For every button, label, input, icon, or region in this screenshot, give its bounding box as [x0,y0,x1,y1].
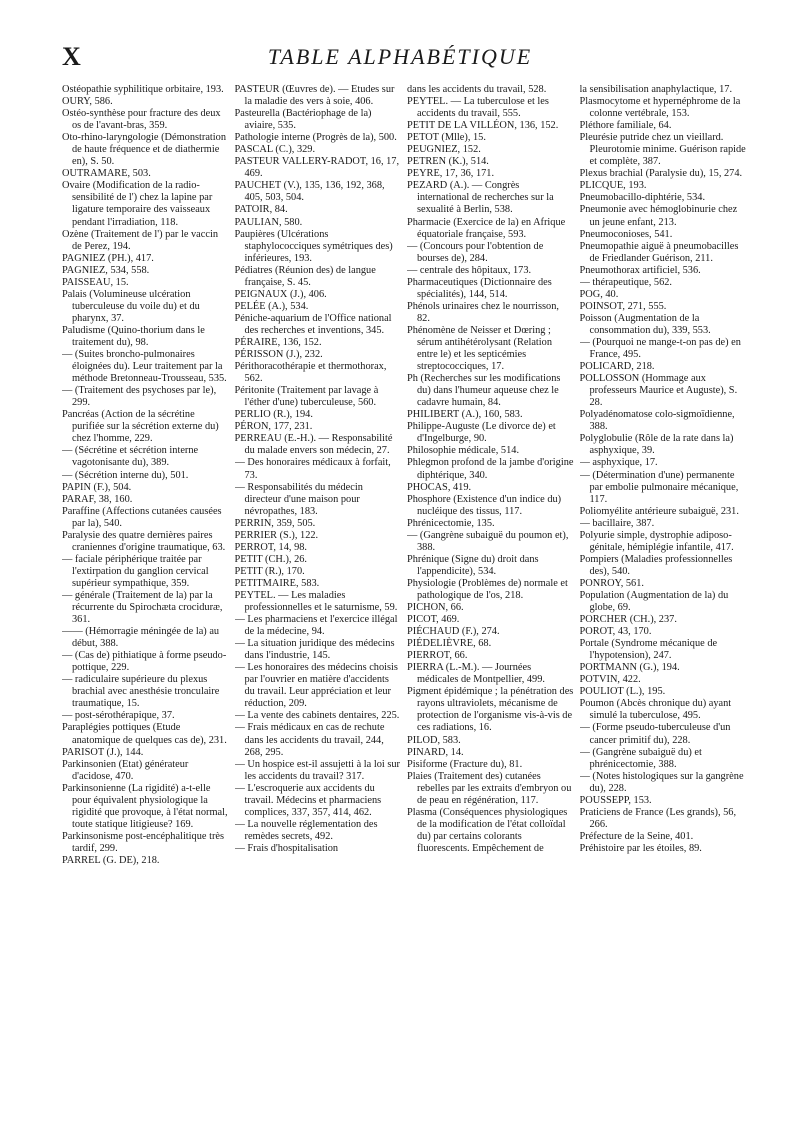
index-entry: POINSOT, 271, 555. [579,300,667,312]
index-entry: Pompiers (Maladies professionnelles des), 540. [579,553,733,577]
index-entry: PAGNIEZ, 534, 558. [62,264,150,276]
index-entry: PETITMAIRE, 583. [234,577,320,589]
index-entry: PONROY, 561. [579,577,644,589]
index-entry: PAISSEAU, 15. [62,276,129,288]
index-entry: Ovaire (Modification de la radio-sensibilité de l') chez la lapine par ligature temporaire des vaisseaux pendant l'irradiation, 118. [62,180,213,228]
index-entry: — Un hospice est-il assujetti à la loi sur les accidents du travail? 317. [234,758,400,782]
index-entry: — asphyxique, 17. [579,457,658,469]
index-column-3 [407,84,574,1114]
index-entry: Poliomyélite antérieure subaiguë, 231. [579,505,739,517]
index-entry: — (Concours pour l'obtention de bourses de), 284. [407,240,544,264]
index-entry: PERRIN, 359, 505. [234,517,316,529]
index-entry: Phlegmon profond de la jambe d'origine diphtérique, 340. [407,457,574,481]
index-entry: Poisson (Augmentation de la consommation du), 339, 553. [579,312,711,336]
index-entry: PERRIER (S.), 122. [234,529,319,541]
index-entry: PARAF, 38, 160. [62,493,133,505]
index-entry: POLLOSSON (Hommage aux professeurs Maurice et Auguste), S. 28. [579,373,738,409]
index-entry: PIÉCHAUD (F.), 274. [407,626,500,638]
index-entry: — radiculaire supérieure du plexus brachial avec anesthésie tronculaire traumatique, 15. [62,674,220,710]
index-entry: PERREAU (E.-H.). — Responsabilité du malade envers son médecin, 27. [234,433,393,457]
index-entry: PHOCAS, 419. [407,481,472,493]
index-entry: Population (Augmentation de la) du globe, 69. [579,589,729,614]
index-entry: PERROT, 14, 98. [234,541,308,553]
index-entry: Pneumonie avec hémoglobinurie chez un jeune enfant, 213. [579,204,738,228]
index-entry: PAUCHET (V.), 135, 136, 192, 368, 405, 503, 504. [234,180,385,204]
index-entry: — La vente des cabinets dentaires, 225. [234,710,400,722]
index-entry: Pisiforme (Fracture du), 81. [407,758,523,770]
index-entry: Pneumobacillo-diphtérie, 534. [579,192,706,204]
index-entry: Palais (Volumineuse ulcération tuberculeuse du voile du) et du pharynx, 37. [62,288,200,324]
index-entry: Pathologie interne (Progrès de la), 500. [234,132,397,144]
index-entry: Préhistoire par les étoiles, 89. [579,842,702,854]
index-entry: Pléthore familiale, 64. [579,120,672,132]
index-entry: Ostéopathie syphilitique orbitaire, 193. [62,84,224,95]
index-entry: OUTRAMARE, 503. [62,168,151,180]
index-column-1 [62,84,229,1114]
index-entry: Philippe-Auguste (Le divorce de) et d'Ingelburge, 90. [407,421,556,445]
index-entry: — post-sérothérapique, 37. [62,710,175,722]
index-entry: — L'escroquerie aux accidents du travail. Médecins et pharmaciens complices, 337, 357, 414, 462. [234,782,382,818]
index-entry: PIERRA (L.-M.). — Journées médicales de Montpellier, 499. [407,662,545,686]
index-entry: Paraplégies pottiques (Etude anatomique de quelques cas de), 231. [62,722,227,746]
index-entry: Phrénicectomie, 135. [407,517,495,529]
index-entry: — générale (Traitement de la) par la récurrente du Spirochæta crociduræ, 361. [62,589,223,626]
index-entry: Ph (Recherches sur les modifications du) dans l'humeur aqueuse chez le cadavre humain, 84. [407,373,561,409]
index-entry: Pneumoconioses, 541. [579,228,673,240]
index-entry: PLICQUE, 193. [579,180,647,192]
index-entry: Phosphore (Existence d'un indice du) nucléique des tissus, 117. [407,493,562,517]
index-entry: POLICARD, 218. [579,361,655,373]
index-entry: — (Détermination d'une) permanente par embolie pulmonaire mécanique, 117. [579,469,739,505]
index-entry: PEYRE, 17, 36, 171. [407,168,495,180]
index-entry: Plasma (Conséquences physiologiques de la modification de l'état colloïdal du) par certains colorants fluorescents. Empêchement de [407,806,568,854]
index-entry: Philosophie médicale, 514. [407,445,520,457]
index-entry: Polyurie simple, dystrophie adiposo-génitale, hémiplégie infantile, 417. [579,529,734,553]
index-entry: PELÉE (A.), 534. [234,300,309,312]
index-entry: PÉRAIRE, 136, 152. [234,336,322,348]
index-entry: PEYTEL. — Les maladies professionnelles et le saturnisme, 59. [234,589,398,614]
index-entry: PILOD, 583. [407,734,461,746]
index-entry: POROT, 43, 170. [579,626,652,638]
index-entry: PETOT (Mlle), 15. [407,132,486,144]
index-entry: Poumon (Abcès chronique du) ayant simulé la tuberculose, 495. [579,698,732,722]
index-entry: PATOIR, 84. [234,204,288,216]
index-entry: Parkinsonien (Etat) générateur d'acidose, 470. [62,758,189,782]
index-entry: PARREL (G. DE), 218. [62,855,160,866]
index-entry: POULIOT (L.), 195. [579,686,666,698]
index-entry: PASTEUR VALLERY-RADOT, 16, 17, 469. [234,156,400,180]
index-entry: PETIT (CH.), 26. [234,553,307,565]
index-entry: — La nouvelle réglementation des remèdes secrets, 492. [234,818,378,842]
index-entry: Pédiatres (Réunion des) de langue française, S. 45. [234,264,376,288]
index-entry: PAULIAN, 580. [234,216,303,228]
index-entry: PASTEUR (Œuvres de). — Etudes sur la maladie des vers à soie, 406. [234,84,395,108]
index-entry: Ozène (Traitement de l') par le vaccin de Perez, 194. [62,228,218,252]
index-entry: PETIT DE LA VILLÉON, 136, 152. [407,120,559,132]
index-entry: Paupières (Ulcérations staphylococciques symétriques des) inférieures, 193. [234,228,393,264]
index-entry: — centrale des hôpitaux, 173. [407,264,532,276]
index-entry: —— (Hémorragie méningée de la) au début, 388. [62,626,220,650]
index-entry: Portale (Syndrome mécanique de l'hypotension), 247. [579,638,718,662]
page-header [62,42,738,76]
index-entry: Péniche-aquarium de l'Office national des recherches et inventions, 345. [234,312,392,336]
index-entry: — faciale périphérique traitée par l'extirpation du ganglion cervical supérieur sympathique, 359. [62,553,209,589]
index-entry: PICOT, 469. [407,614,460,626]
index-entry: Paludisme (Quino-thorium dans le traitement du), 98. [62,324,205,348]
index-entry: Pharmacie (Exercice de la) en Afrique équatoriale française, 593. [407,216,566,240]
index-entry: — (Suites broncho-pulmonaires éloignées du). Leur traitement par la méthode Bretonneau-Trousseau, 535. [62,349,227,385]
index-entry: — thérapeutique, 562. [579,276,672,288]
index-entry: PINARD, 14. [407,746,464,758]
index-entry: Plaies (Traitement des) cutanées rebelles par les extraits d'embryon ou de peau en régénération, 117. [407,770,572,806]
index-entry: — Les honoraires des médecins choisis par l'ouvrier en matière d'accidents du travail. Leur appréciation et leur réduction, 209. [234,662,398,710]
index-entry: PAGNIEZ (PH.), 417. [62,252,154,264]
index-entry: Pneumothorax artificiel, 536. [579,264,701,276]
index-entry: Pasteurella (Bactériophage de la) aviaire, 535. [234,108,372,132]
index-entry: — Frais d'hospitalisation [234,842,339,854]
page-number: X [62,42,81,71]
index-entry: Phrénique (Signe du) droit dans l'appendicite), 534. [407,553,539,577]
index-entry: POG, 40. [579,288,619,300]
index-entry: PIÉDELIÈVRE, 68. [407,638,492,650]
index-column-4 [580,84,747,1114]
index-entry: Péritonite (Traitement par lavage à l'éther d'une) tuberculeuse, 560. [234,385,379,409]
index-entry: PEZARD (A.). — Congrès international de recherches sur la sexualité à Berlin, 538. [407,180,554,216]
index-entry: — La situation juridique des médecins dans l'industrie, 145. [234,638,395,662]
index-entry: — (Cas de) pithiatique à forme pseudo-pottique, 229. [62,650,227,674]
index-entry: — (Pourquoi ne mange-t-on pas de) en France, 495. [579,336,741,361]
index-entry: Périthoracothérapie et thermothorax, 562. [234,361,387,385]
index-entry: — (Sécrétion interne du), 501. [62,469,189,481]
index-entry: Polyglobulie (Rôle de la rate dans la) asphyxique, 39. [579,433,734,457]
index-entry: PEYTEL. — La tuberculose et les accidents du travail, 555. [407,96,549,120]
index-entry: — Frais médicaux en cas de rechute dans les accidents du travail, 244, 268, 295. [234,722,385,758]
index-entry: dans les accidents du travail, 528. [407,84,547,95]
index-entry: PEIGNAUX (J.), 406. [234,288,327,300]
index-entry: Oto-rhino-laryngologie (Démonstration de haute fréquence et de diathermie en), S. 50. [62,132,227,168]
index-entry: Parkinsonienne (La rigidité) a-t-elle pour équivalent physiologique la rigidité que provoque, à l'état normal, toute statique litigieuse? 169. [62,782,228,830]
index-entry: Pancréas (Action de la sécrétine purifiée sur la sécrétion externe du) chez l'homme, 229. [62,409,219,445]
index-entry: — Des honoraires médicaux à forfait, 73. [234,457,391,481]
index-entry: Paraffine (Affections cutanées causées par la), 540. [62,505,222,529]
index-entry: Praticiens de France (Les grands), 56, 266. [579,806,737,830]
index-entry: Pharmaceutiques (Dictionnaire des spécialités), 144, 514. [407,276,552,300]
index-entry: Ostéo-synthèse pour fracture des deux os de l'avant-bras, 359. [62,108,221,132]
index-entry: PORTMANN (G.), 194. [579,662,680,674]
index-entry: PHILIBERT (A.), 160, 583. [407,409,523,421]
running-title: TABLE ALPHABÉTIQUE [267,44,533,69]
index-entry: PETIT (R.), 170. [234,565,305,577]
index-entry: PARISOT (J.), 144. [62,746,144,758]
index-entry: Phénols urinaires chez le nourrisson, 82. [407,300,559,324]
index-entry: PAPIN (F.), 504. [62,481,132,493]
index-entry: PÉRISSON (J.), 232. [234,349,323,361]
index-entry: Plexus brachial (Paralysie du), 15, 274. [579,168,743,180]
index-entry: — (Sécrétine et sécrétion interne vagotonisante du), 389. [62,445,199,469]
index-entry: OURY, 586. [62,96,113,108]
index-entry: Paralysie des quatre dernières paires craniennes d'origine traumatique, 63. [62,529,226,553]
index-entry: — Les pharmaciens et l'exercice illégal de la médecine, 94. [234,614,398,638]
index-entry: PÉRON, 177, 231. [234,421,313,433]
index-entry: — (Notes histologiques sur la gangrène du), 228. [579,770,744,794]
index-entry: Pigment épidémique ; la pénétration des rayons ultraviolets, mécanisme de protection de l'organisme vis-à-vis de ces radiations, 16. [407,686,574,734]
index-entry: — bacillaire, 387. [579,517,655,529]
index-entry: — (Gangrène subaiguë du) et phrénicectomie, 388. [579,746,702,770]
index-entry: Phénomène de Neisser et Dœring ; sérum antihétérolysant (Relation entre le) et les septicémies streptococciques, 17. [407,324,553,373]
index-column-2 [235,84,402,1114]
index-entry: la sensibilisation anaphylactique, 17. [579,84,733,95]
index-entry: PERLIO (R.), 194. [234,409,313,421]
index-entry: Polyadénomatose colo-sigmoïdienne, 388. [579,409,735,433]
index-entry: — (Traitement des psychoses par le), 299. [62,385,217,409]
index-entry: Physiologie (Problèmes de) normale et pathologique de l'os, 218. [407,577,568,601]
index-entry: Parkinsonisme post-encéphalitique très tardif, 299. [62,830,225,854]
index-entry: — Responsabilités du médecin directeur d'une maison pour névropathes, 183. [234,481,363,517]
index-entry: POUSSEPP, 153. [579,794,652,806]
index-entry: PIERROT, 66. [407,650,468,662]
index-entry: PORCHER (CH.), 237. [579,614,677,626]
index-entry: — (Gangrène subaiguë du poumon et), 388. [407,529,569,553]
index-entry: Pleurésie putride chez un vieillard. Pleurotomie minime. Guérison rapide et complète, 387. [579,132,746,168]
index-entry: Plasmocytome et hypernéphrome de la colonne vertébrale, 153. [579,96,741,120]
index-entry: — (Forme pseudo-tuberculeuse d'un cancer primitif du), 228. [579,722,731,746]
index-entry: PICHON, 66. [407,602,464,614]
index-entry: PASCAL (C.), 329. [234,144,316,156]
index-entry: Préfecture de la Seine, 401. [579,830,694,842]
index-entry: POTVIN, 422. [579,674,641,686]
index-columns [62,84,746,1114]
index-entry: PEUGNIEZ, 152. [407,144,481,156]
index-entry: PETREN (K.), 514. [407,156,489,168]
index-entry: Pneumopathie aiguë à pneumobacilles de Friedlander Guérison, 211. [579,240,739,264]
